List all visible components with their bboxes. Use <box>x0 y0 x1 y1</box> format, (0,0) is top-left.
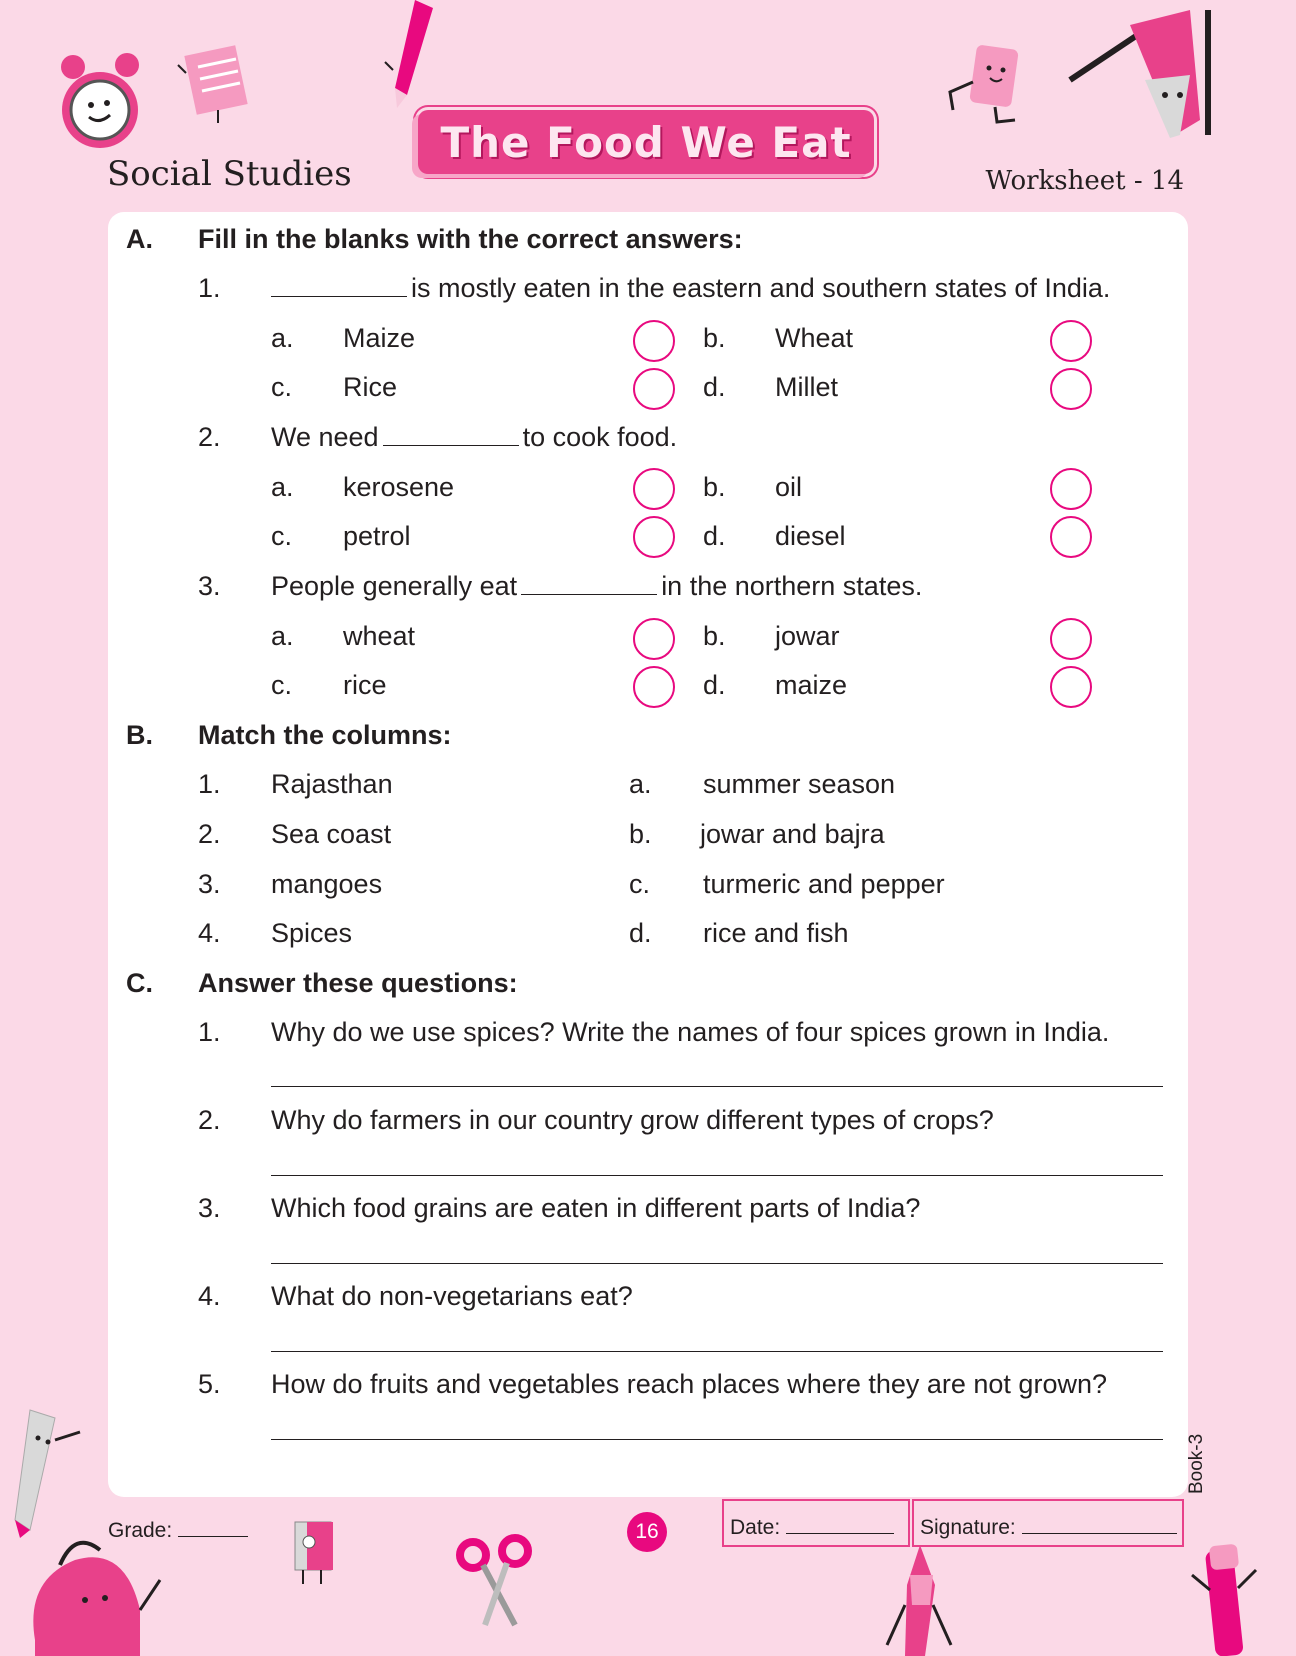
match-left-item: Sea coast <box>271 819 392 849</box>
option-letter: a. <box>271 472 294 502</box>
match-right-letter: b. <box>629 819 652 849</box>
a-q2-text: We need to cook food. <box>271 422 678 452</box>
subject-label: Social Studies <box>107 154 352 194</box>
option-text: wheat <box>343 621 416 651</box>
option-text: Maize <box>343 323 416 353</box>
option-letter: d. <box>703 372 726 402</box>
page-number: 16 <box>627 1512 667 1552</box>
match-right-letter: a. <box>629 769 652 799</box>
grade-field[interactable] <box>108 1518 248 1543</box>
c-question-number: 5. <box>198 1369 221 1399</box>
c-question-text: How do fruits and vegetables reach places where they are not grown? <box>271 1369 1107 1399</box>
option-checkbox[interactable] <box>633 320 675 362</box>
option-checkbox[interactable] <box>1050 618 1092 660</box>
option-letter: c. <box>271 521 293 551</box>
pen-icon <box>1190 1540 1260 1656</box>
option-text: maize <box>775 670 848 700</box>
answer-blank[interactable] <box>271 272 407 297</box>
date-label: Date: <box>730 1516 781 1539</box>
sharpener-icon <box>285 1520 345 1590</box>
a-q3-text: People generally eat in the northern states. <box>271 571 923 601</box>
answer-blank[interactable] <box>383 421 519 446</box>
section-c-letter: C. <box>126 968 153 998</box>
answer-line[interactable] <box>271 1263 1163 1264</box>
match-left-item: Spices <box>271 918 353 948</box>
c-question-text: Which food grains are eaten in different parts of India? <box>271 1193 921 1223</box>
match-left-item: mangoes <box>271 869 383 899</box>
option-text: oil <box>775 472 803 502</box>
option-checkbox[interactable] <box>1050 368 1092 410</box>
answer-line[interactable] <box>271 1175 1163 1176</box>
c-question-number: 4. <box>198 1281 221 1311</box>
match-right-letter: d. <box>629 918 652 948</box>
answer-line[interactable] <box>271 1086 1163 1087</box>
c-question-text: Why do farmers in our country grow different types of crops? <box>271 1105 994 1135</box>
c-question-text: Why do we use spices? Write the names of four spices grown in India. <box>271 1017 1110 1047</box>
option-text: jowar <box>775 621 840 651</box>
option-checkbox[interactable] <box>633 468 675 510</box>
option-letter: b. <box>703 323 726 353</box>
option-letter: d. <box>703 521 726 551</box>
option-letter: d. <box>703 670 726 700</box>
option-text: diesel <box>775 521 846 551</box>
option-checkbox[interactable] <box>1050 516 1092 558</box>
option-text: Wheat <box>775 323 854 353</box>
worksheet-number: Worksheet - 14 <box>985 166 1184 196</box>
option-text: rice <box>343 670 387 700</box>
section-b-heading: Match the columns: <box>198 720 452 750</box>
match-right-item: rice and fish <box>703 918 849 948</box>
eraser-icon <box>945 42 1025 122</box>
grade-label: Grade: <box>108 1519 173 1542</box>
answer-line[interactable] <box>271 1351 1163 1352</box>
option-letter: b. <box>703 621 726 651</box>
match-left-number: 3. <box>198 869 221 899</box>
option-letter: c. <box>271 670 293 700</box>
option-checkbox[interactable] <box>1050 320 1092 362</box>
a-q1-text: is mostly eaten in the eastern and southern states of India. <box>271 272 1110 304</box>
date-field[interactable] <box>722 1499 910 1547</box>
option-text: Millet <box>775 372 839 402</box>
section-c-heading: Answer these questions: <box>198 968 518 998</box>
option-checkbox[interactable] <box>633 516 675 558</box>
match-right-item: jowar and bajra <box>700 819 885 849</box>
match-left-number: 4. <box>198 918 221 948</box>
option-text: kerosene <box>343 472 455 502</box>
section-b-letter: B. <box>126 720 153 750</box>
answer-blank[interactable] <box>521 570 657 595</box>
a-q3-number: 3. <box>198 571 221 601</box>
option-checkbox[interactable] <box>1050 468 1092 510</box>
scissors-icon <box>455 1535 535 1630</box>
option-checkbox[interactable] <box>633 666 675 708</box>
option-letter: c. <box>271 372 293 402</box>
option-text: Rice <box>343 372 398 402</box>
option-text: petrol <box>343 521 411 551</box>
option-checkbox[interactable] <box>1050 666 1092 708</box>
compass-pencil-icon <box>1070 10 1220 140</box>
match-right-letter: c. <box>629 869 651 899</box>
a-q1-number: 1. <box>198 273 221 303</box>
match-left-number: 2. <box>198 819 221 849</box>
page-title: The Food We Eat <box>440 117 852 167</box>
a-q2-number: 2. <box>198 422 221 452</box>
c-question-text: What do non-vegetarians eat? <box>271 1281 633 1311</box>
c-question-number: 2. <box>198 1105 221 1135</box>
option-checkbox[interactable] <box>633 368 675 410</box>
match-left-item: Rajasthan <box>271 769 393 799</box>
signature-field[interactable] <box>912 1499 1184 1547</box>
match-right-item: summer season <box>703 769 896 799</box>
signature-label: Signature: <box>920 1516 1016 1539</box>
option-letter: b. <box>703 472 726 502</box>
title-banner <box>418 110 874 174</box>
c-question-number: 3. <box>198 1193 221 1223</box>
match-left-number: 1. <box>198 769 221 799</box>
c-question-number: 1. <box>198 1017 221 1047</box>
match-right-item: turmeric and pepper <box>703 869 945 899</box>
section-a-letter: A. <box>126 224 153 254</box>
pencil-icon <box>385 0 445 110</box>
option-letter: a. <box>271 621 294 651</box>
answer-line[interactable] <box>271 1439 1163 1440</box>
book-label: Book-3 <box>1186 1433 1207 1494</box>
notepad-icon <box>178 45 258 125</box>
section-a-heading: Fill in the blanks with the correct answers: <box>198 224 743 254</box>
alarm-clock-icon <box>55 45 150 155</box>
option-letter: a. <box>271 323 294 353</box>
option-checkbox[interactable] <box>633 618 675 660</box>
crayon-icon <box>885 1545 955 1656</box>
